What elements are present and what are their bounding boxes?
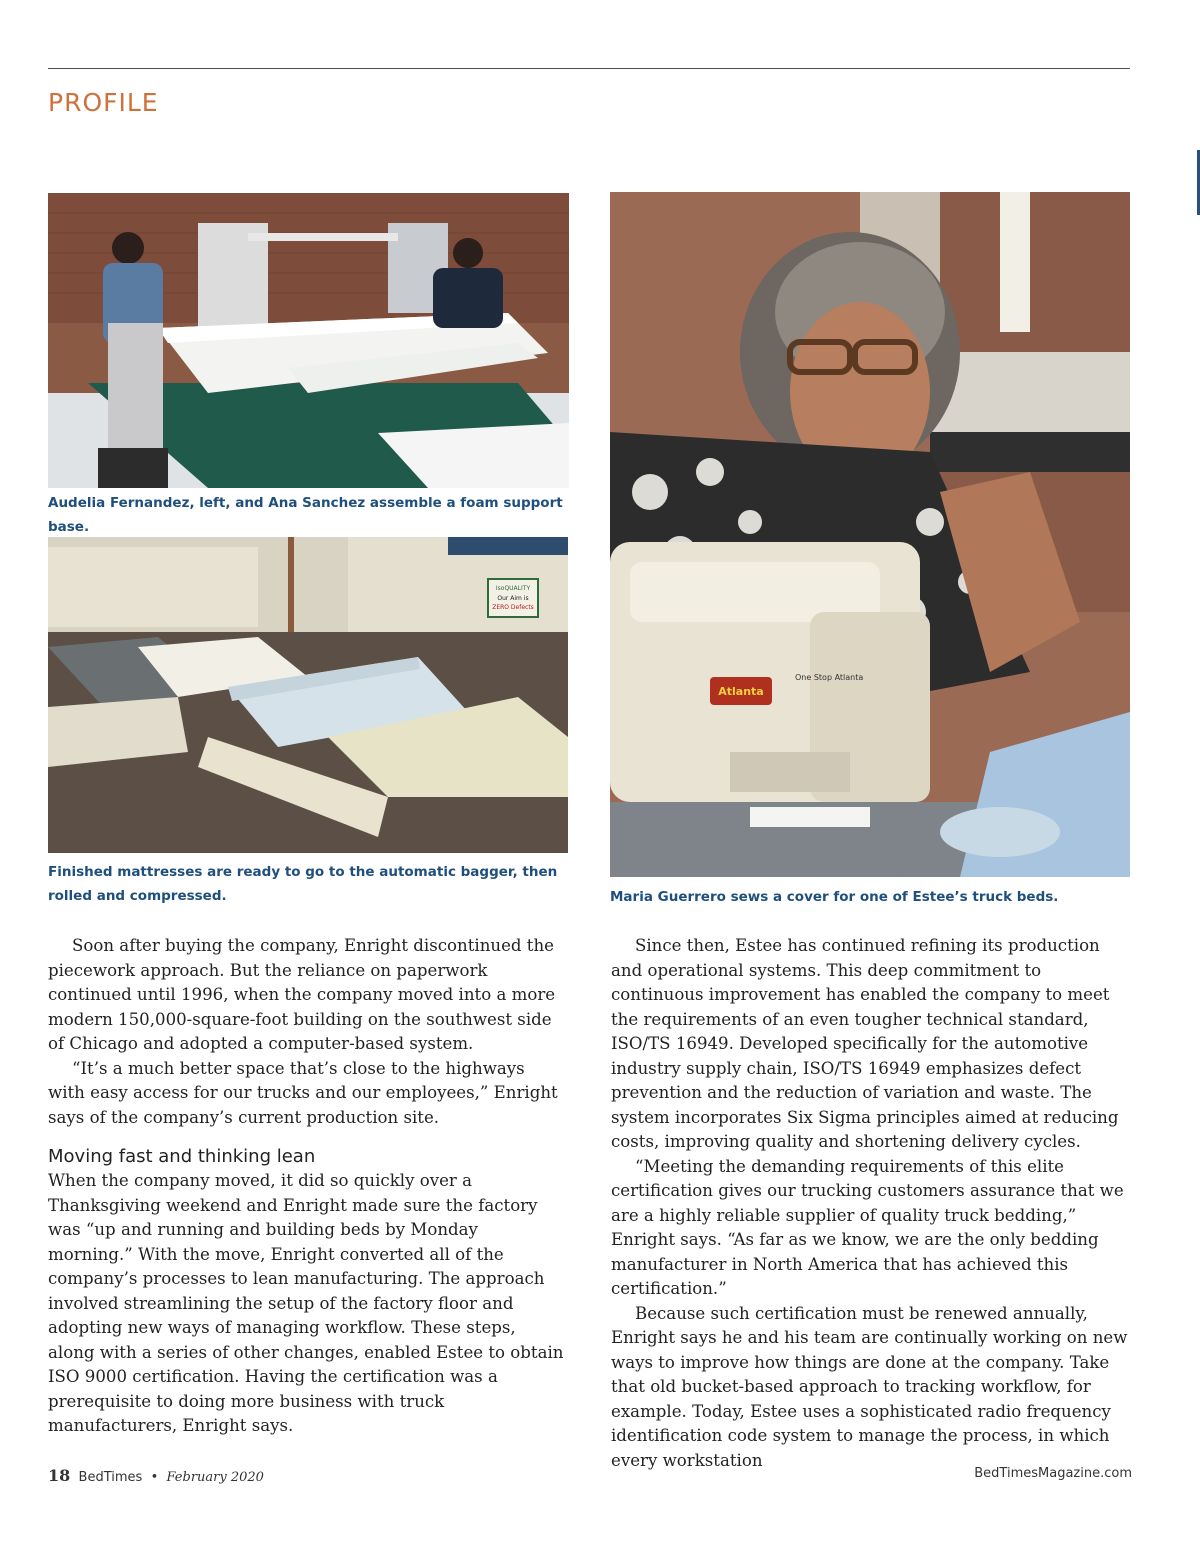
- machine-label-sub: One Stop Atlanta: [795, 673, 864, 682]
- caption-sewing-cover: Maria Guerrero sews a cover for one of Estee’s truck beds.: [610, 889, 1059, 905]
- article-column-left: [48, 934, 566, 1439]
- photo-finished-mattresses: [48, 537, 568, 853]
- issue-date: February 2020: [166, 1470, 264, 1485]
- paragraph: When the company moved, it did so quickly over a Thanksgiving weekend and Enright made sure the factory was “up and running and building beds by Monday morning.” With the move, Enright converted all of the company’s processes to lean manufacturing. The approach involved streamlining the setup of the factory floor and adopting new ways of managing workflow. These steps, along with a series of other changes, enabled Estee to obtain ISO 9000 certification. Having the certification was a prerequisite to doing more business with truck manufacturers, Enright says.: [48, 1171, 564, 1435]
- paragraph: “Meeting the demanding requirements of this elite certification gives our trucking customers assurance that we are a highly reliable supplier of quality truck bedding,” Enright says. “As far as we know, we are the only bedding manufacturer in North America that has achieved this certification.”: [611, 1156, 1124, 1298]
- subheading: Moving fast and thinking lean: [48, 1146, 316, 1167]
- header-rule: [48, 68, 1130, 69]
- sign-text-1: IsoQUALITY: [495, 585, 531, 592]
- sign-text-3: ZERO Defects: [492, 604, 534, 611]
- caption-foam-assembly: Audelia Fernandez, left, and Ana Sanchez assemble a foam support base.: [48, 495, 563, 535]
- photo-sewing-cover: [610, 192, 1130, 877]
- machine-label: Atlanta: [718, 685, 764, 698]
- caption-finished-mattresses: Finished mattresses are ready to go to the automatic bagger, then rolled and compressed.: [48, 864, 558, 904]
- section-label: PROFILE: [48, 88, 159, 117]
- article-column-right: [611, 934, 1131, 1473]
- footer-separator: •: [150, 1470, 159, 1485]
- paragraph: Soon after buying the company, Enright discontinued the piecework approach. But the reliance on paperwork continued until 1996, when the company moved into a more modern 150,000-square-foot building on the southwest side of Chicago and adopted a computer-based system.: [48, 936, 556, 1053]
- paragraph: “It’s a much better space that’s close to the highways with easy access for our trucks and our employees,” Enright says of the company’s current production site.: [48, 1058, 558, 1127]
- footer-left: [48, 1466, 264, 1485]
- paragraph: Since then, Estee has continued refining its production and operational systems. This deep commitment to continuous improvement has enabled the company to meet the requirements of an even tougher technical standard, ISO/TS 16949. Developed specifically for the automotive industry supply chain, ISO/TS 16949 emphasizes defect prevention and the reduction of variation and waste. The system incorporates Six Sigma principles aimed at reducing costs, improving quality and shortening delivery cycles.: [611, 936, 1119, 1151]
- magazine-name: BedTimes: [78, 1470, 143, 1485]
- website-link[interactable]: BedTimesMagazine.com: [974, 1466, 1132, 1481]
- sign-text-2: Our Aim is: [497, 595, 529, 602]
- photo-foam-assembly: [48, 193, 569, 488]
- page-number: 18: [48, 1466, 71, 1485]
- paragraph: Because such certification must be renewed annually, Enright says he and his team are continually working on new ways to improve how things are done at the company. Take that old bucket-based approach to tracking workflow, for example. Today, Estee uses a sophisticated radio frequency identification code system to manage the process, in which every workstation: [611, 1303, 1128, 1470]
